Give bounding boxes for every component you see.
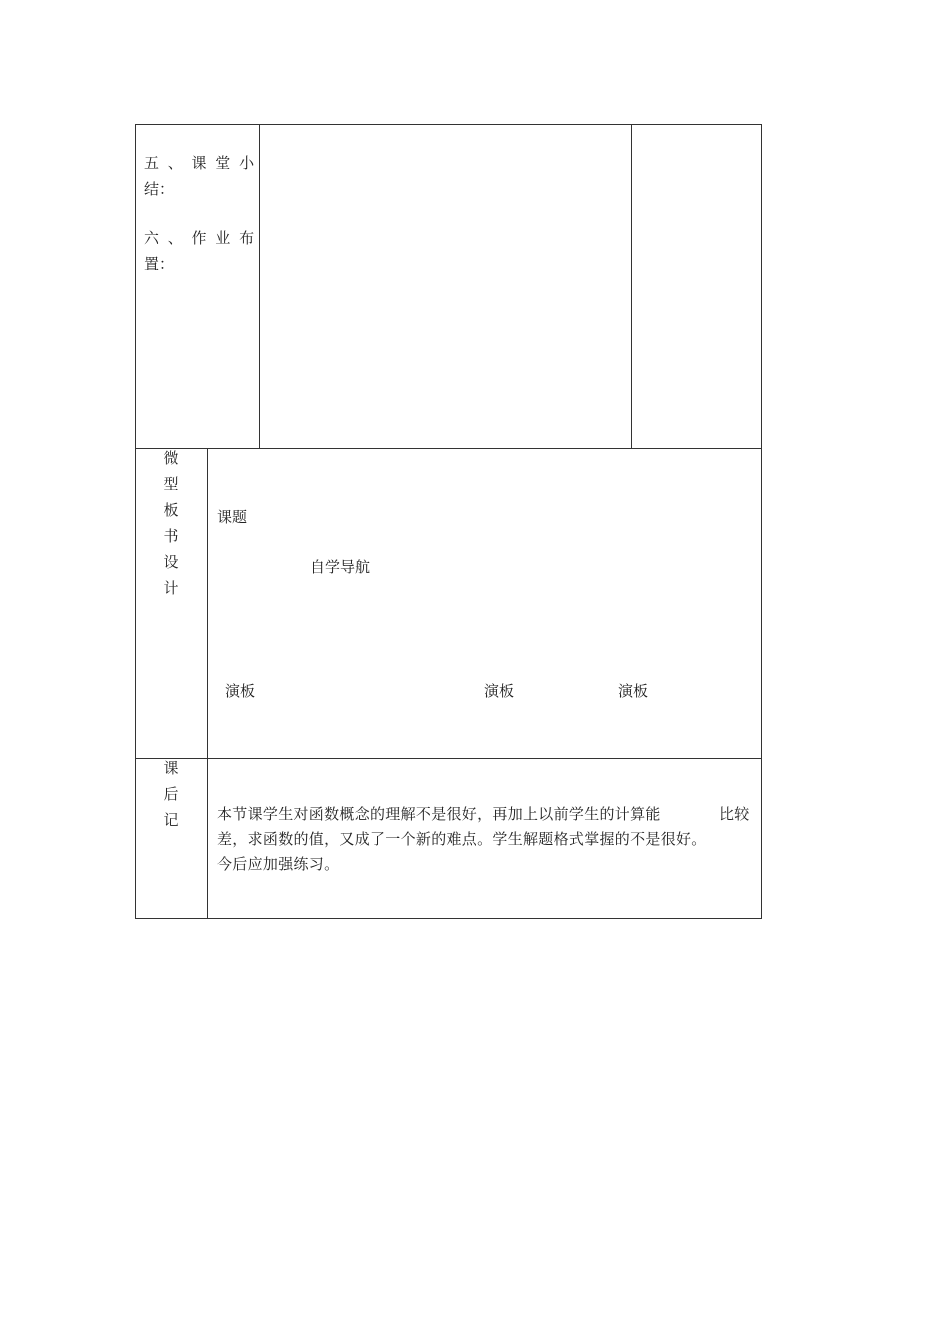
top-row-divider-1 — [259, 124, 260, 449]
homework-label-line1: 六 、 作 业 布 — [144, 229, 257, 247]
after-class-note-line-2: 差，求函数的值，又成了一个新的难点。学生解题格式掌握的不是很好。 — [217, 830, 707, 848]
table-right-border — [761, 124, 762, 919]
board-label-2: 演板 — [484, 682, 515, 700]
class-summary-label-line2: 结： — [144, 180, 175, 198]
top-row-divider-2 — [631, 124, 632, 449]
board-design-header: 微型板书设计 — [163, 449, 179, 597]
label-column-divider — [207, 448, 208, 919]
self-study-guide-label: 自学导航 — [310, 558, 371, 576]
homework-label-line2: 置： — [144, 255, 175, 273]
row-separator-2 — [135, 758, 762, 759]
row-separator-1 — [135, 448, 762, 449]
after-class-note-line-1b: 比较 — [719, 805, 750, 823]
topic-label: 课题 — [217, 508, 248, 526]
table-top-border — [135, 124, 762, 125]
after-class-note-line-3: 今后应加强练习。 — [217, 855, 340, 873]
after-class-note-line-1: 本节课学生对函数概念的理解不是很好，再加上以前学生的计算能 — [217, 805, 661, 823]
board-label-3: 演板 — [618, 682, 649, 700]
table-left-border — [135, 124, 136, 919]
after-class-header: 课后记 — [163, 759, 179, 829]
board-label-1: 演板 — [225, 682, 256, 700]
class-summary-label-line1: 五 、 课 堂 小 — [144, 154, 257, 172]
table-bottom-border — [135, 918, 762, 919]
